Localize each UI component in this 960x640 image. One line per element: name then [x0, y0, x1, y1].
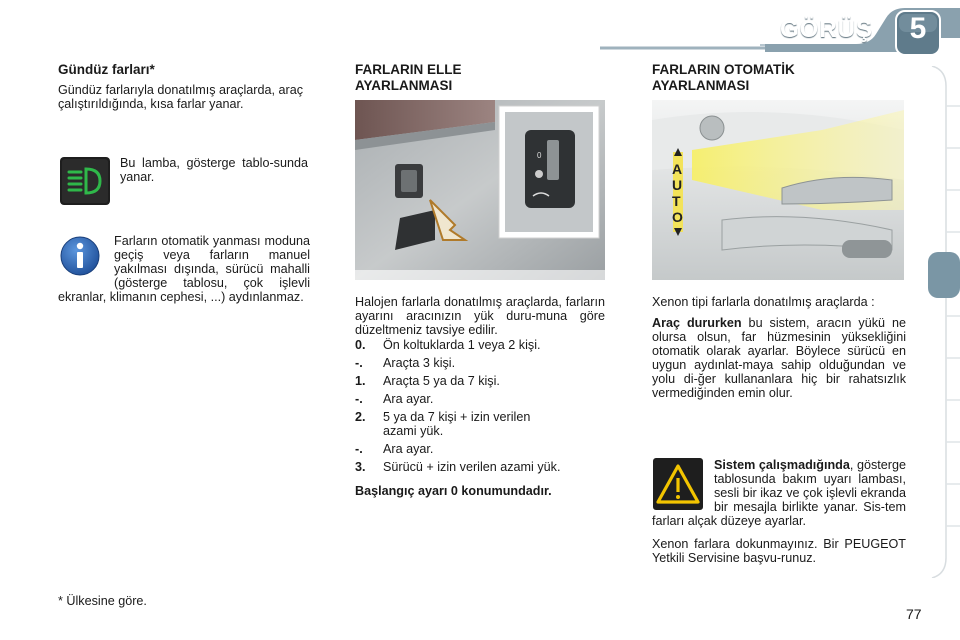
page-title: GÖRÜŞ	[780, 16, 874, 43]
list-item-text: Sürücü + izin verilen azami yük.	[383, 460, 561, 474]
system-fault-note	[652, 458, 906, 528]
dashboard-switch-illustration	[355, 100, 605, 280]
auto-adjust-photo	[652, 100, 904, 280]
auto-letter: T	[672, 193, 681, 209]
list-item-key: 0.	[355, 338, 366, 352]
auto-adjust-body-text: bu sistem, aracın yükü ne olursa olsun, far hüzmesinin yüksekliğini otomatik olarak ayarlar. Böylece sürücü en uygun aydınlat-maya sahip olduğundan ve yolu di-ğer kullananlara hiç bir rahatsızlık vermediğinden emin olur.	[652, 316, 906, 400]
list-item-key: -.	[355, 442, 363, 456]
xenon-intro: Xenon tipi farlarla donatılmış araçlarda :	[652, 295, 875, 309]
daytime-lights-heading: Gündüz farları*	[58, 62, 155, 77]
auto-adjust-heading-line2: AYARLANMASI	[652, 78, 750, 93]
list-item	[355, 374, 605, 388]
daytime-lights-intro: Gündüz farlarıyla donatılmış araçlarda, araç çalıştırıldığında, kısa farlar yanar.	[58, 83, 303, 111]
list-item	[355, 356, 605, 370]
list-item-key: 3.	[355, 460, 366, 474]
manual-adjust-heading-line1: FARLARIN ELLE	[355, 62, 462, 77]
auto-adjust-heading-line1: FARLARIN OTOMATİK	[652, 62, 795, 77]
list-item-text: Ara ayar.	[383, 442, 434, 456]
page-number: 77	[906, 606, 922, 622]
list-item-key: -.	[355, 392, 363, 406]
load-settings-list	[355, 338, 605, 478]
list-item	[355, 460, 605, 474]
auto-letter: O	[672, 209, 683, 225]
chapter-number: 5	[909, 12, 927, 45]
auto-letter: U	[672, 177, 683, 193]
system-fault-bold: Sistem çalışmadığında	[714, 458, 850, 472]
xenon-caution: Xenon farlara dokunmayınız. Bir PEUGEOT Yetkili Servisine başvu-runuz.	[652, 537, 906, 565]
list-item-text: Araçta 3 kişi.	[383, 356, 456, 370]
footnote: * Ülkesine göre.	[58, 594, 147, 608]
initial-setting-note: Başlangıç ayarı 0 konumundadır.	[355, 484, 552, 498]
list-item-text: Araçta 5 ya da 7 kişi.	[383, 374, 500, 388]
manual-adjust-heading-line2: AYARLANMASI	[355, 78, 453, 93]
list-item-text: Ara ayar.	[383, 392, 434, 406]
manual-adjust-intro: Halojen farlarla donatılmış araçlarda, farların ayarını aracınızın yük duru-muna göre düzeltmeniz tavsiye edilir.	[355, 295, 605, 337]
headlamp-warning-light-icon	[60, 157, 110, 205]
info-note-text: Farların otomatik yanması moduna geçiş veya farların manuel yakılması dışında, sürücü mahalli (gösterge tablosu, çok işlevli ekranlar, klimanın cephesi, ...) aydınlanmaz.	[58, 234, 310, 304]
list-item-key: 2.	[355, 410, 366, 424]
svg-text:0: 0	[537, 151, 542, 160]
info-note	[58, 234, 310, 304]
auto-adjust-body	[652, 316, 906, 400]
manual-adjust-heading	[355, 62, 605, 94]
lamp-note: Bu lamba, gösterge tablo-sunda yanar.	[120, 156, 308, 184]
list-item-key: 1.	[355, 374, 366, 388]
car-front-illustration	[652, 100, 904, 280]
auto-adjust-body-bold: Araç dururken	[652, 316, 742, 330]
list-item	[355, 442, 605, 456]
list-item	[355, 392, 605, 406]
list-item-text: 5 ya da 7 kişi + izin verilen azami yük.	[383, 410, 531, 438]
manual-adjust-photo	[355, 100, 605, 280]
system-fault-text: , gösterge tablosunda bakım uyarı lambası, sesli bir ikaz ve çok işlevli ekranda bir mesajla birlikte yanar. Sis-tem farları alçak düzeye ayarlar.	[652, 458, 906, 528]
auto-adjust-heading	[652, 62, 906, 94]
list-item	[355, 410, 605, 438]
list-item-key: -.	[355, 356, 363, 370]
auto-letter: A	[672, 161, 683, 177]
list-item	[355, 338, 605, 352]
list-item-text: Ön koltuklarda 1 veya 2 kişi.	[383, 338, 541, 352]
chapter-tab-rail[interactable]	[928, 66, 960, 578]
